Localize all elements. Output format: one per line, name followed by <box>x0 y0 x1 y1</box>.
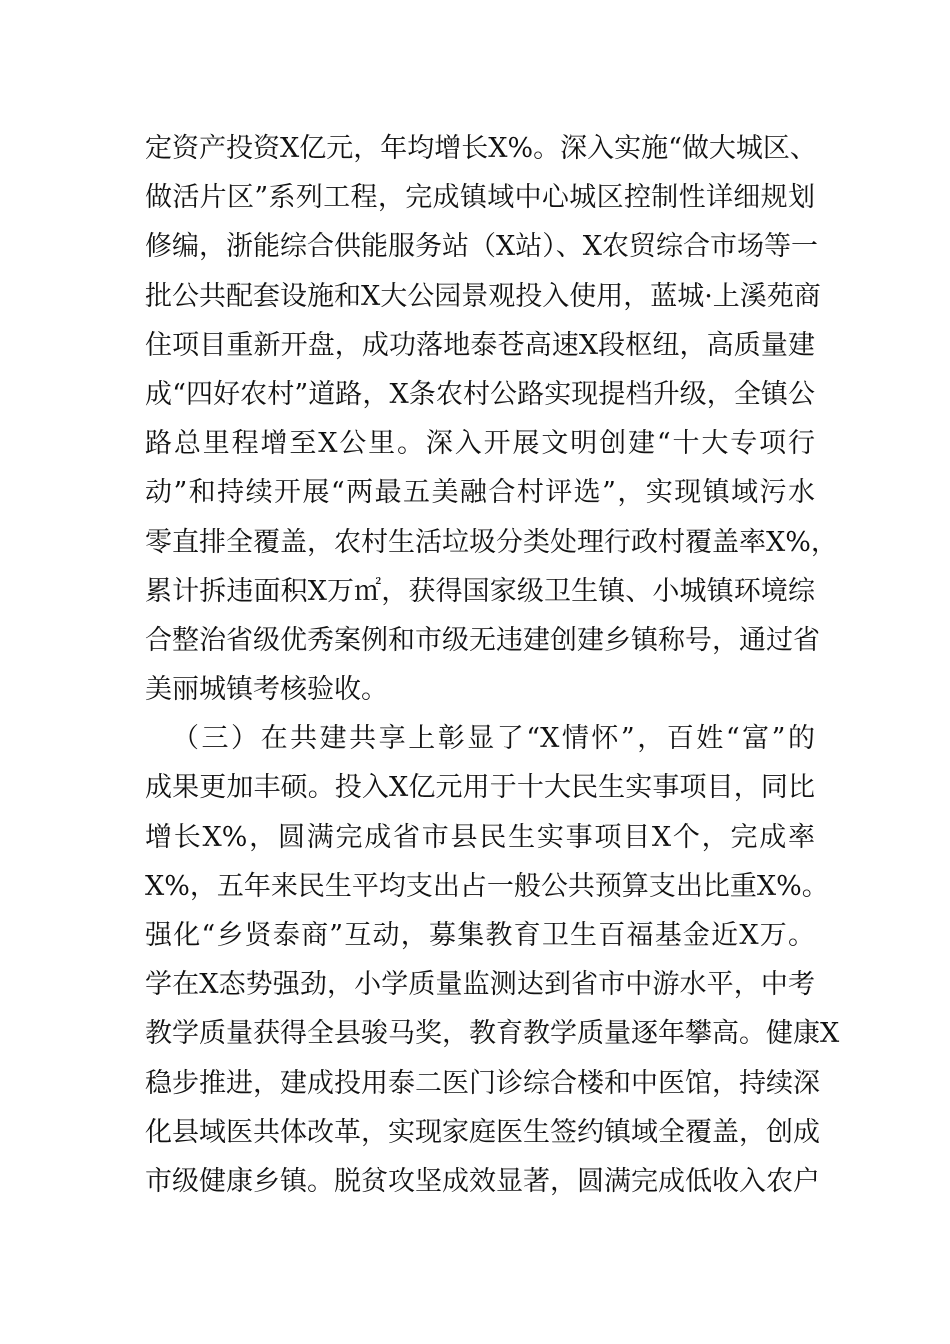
text-line: 成“四好农村”道路，X条农村公路实现提档升级，全镇公 <box>145 378 815 410</box>
text-line: 批公共配套设施和X大公园景观投入使用，蓝城·上溪苑商 <box>145 280 821 312</box>
text-line: 零直排全覆盖，农村生活垃圾分类处理行政村覆盖率X%， <box>145 526 838 558</box>
text-line: 教学质量获得全县骏马奖，教育教学质量逐年攀高。健康X <box>145 1018 840 1050</box>
text-line: 做活片区”系列工程，完成镇域中心城区控制性详细规划 <box>145 182 815 214</box>
text-line: 成果更加丰硕。投入X亿元用于十大民生实事项目，同比 <box>145 772 815 804</box>
text-line: 累计拆违面积X万㎡，获得国家级卫生镇、小城镇环境综 <box>145 575 815 607</box>
text-line: 住项目重新开盘，成功落地泰苍高速X段枢纽，高质量建 <box>145 329 815 361</box>
text-line: 强化“乡贤泰商”互动，募集教育卫生百福基金近X万。 <box>145 920 815 951</box>
text-line: X%，五年来民生平均支出占一般公共预算支出比重X%。 <box>145 870 829 902</box>
text-line: 市级健康乡镇。脱贫攻坚成效显著，圆满完成低收入农户 <box>145 1165 820 1197</box>
text-line: 增长X%，圆满完成省市县民生实事项目X个，完成率 <box>145 821 815 853</box>
text-line: 合整治省级优秀案例和市级无违建创建乡镇称号，通过省 <box>145 624 820 656</box>
text-line: 路总里程增至X公里。深入开展文明创建“十大专项行 <box>145 428 815 460</box>
text-line: 定资产投资X亿元，年均增长X%。深入实施“做大城区、 <box>145 133 817 164</box>
section-heading-line: （三）在共建共享上彰显了“X情怀”，百姓“富”的 <box>172 723 815 755</box>
text-line: 化县域医共体改革，实现家庭医生签约镇域全覆盖，创成 <box>145 1116 820 1148</box>
text-line: 修编，浙能综合供能服务站（X站）、X农贸综合市场等一 <box>145 231 818 263</box>
document-body <box>145 124 840 1206</box>
text-line: 稳步推进，建成投用泰二医门诊综合楼和中医馆，持续深 <box>145 1067 820 1099</box>
text-line: 学在X态势强劲，小学质量监测达到省市中游水平，中考 <box>145 969 815 1001</box>
text-line: 动”和持续开展“两最五美融合村评选”，实现镇域污水 <box>145 477 815 509</box>
paragraph-end-line: 美丽城镇考核验收。 <box>145 674 388 706</box>
